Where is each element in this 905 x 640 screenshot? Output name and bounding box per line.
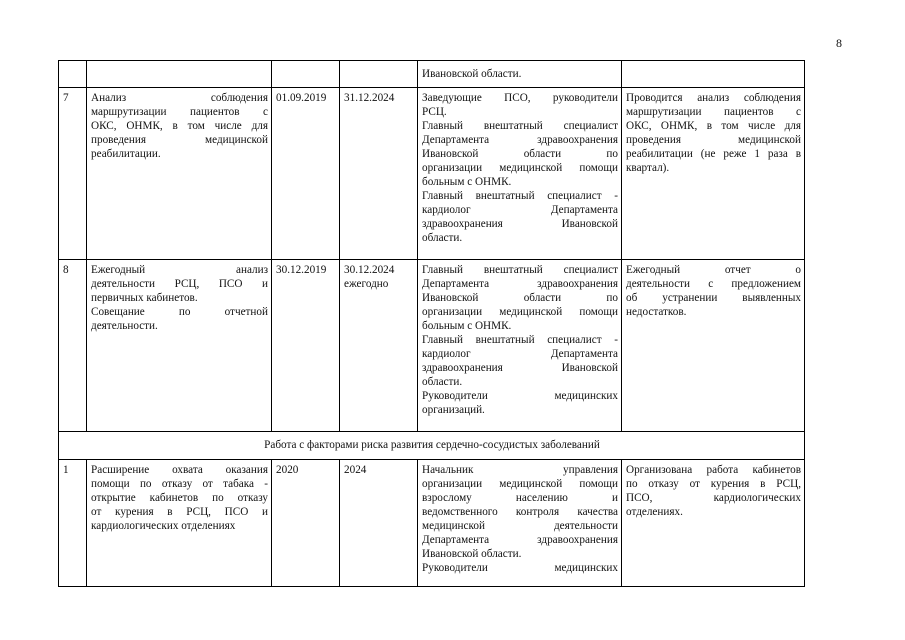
end-note: ежегодно xyxy=(344,278,389,290)
result-line: ОКС, ОНМК, в том числе для xyxy=(626,120,801,132)
cell-num xyxy=(59,260,87,432)
result-line: Проводится анализ соблюдения xyxy=(626,92,801,104)
page-number: 8 xyxy=(836,36,842,50)
result-line: маршрутизации пациентов с xyxy=(626,106,801,118)
responsible-line: кардиолог Департамента xyxy=(422,348,618,360)
start-date: 30.12.2019 xyxy=(276,264,327,276)
action-line: маршрутизации пациентов с xyxy=(91,106,268,118)
result-line: Организована работа кабинетов xyxy=(626,464,801,476)
section-row xyxy=(59,432,805,460)
cell-action xyxy=(87,61,272,88)
cell-responsible xyxy=(418,88,622,260)
result-line: недостатков. xyxy=(626,306,687,318)
responsible-line: организации медицинской помощи xyxy=(422,478,618,490)
section-title: Работа с факторами риска развития сердечно-сосудистых заболеваний xyxy=(264,439,600,451)
table-row xyxy=(59,260,805,432)
responsible-line: кардиолог Департамента xyxy=(422,204,618,216)
cell-action xyxy=(87,88,272,260)
cell-responsible xyxy=(418,61,622,88)
cell-action xyxy=(87,460,272,587)
end-date: 2024 xyxy=(344,464,367,476)
action-line: проведения медицинской xyxy=(91,134,268,146)
cell-end xyxy=(340,260,418,432)
cell-start xyxy=(272,88,340,260)
cell-action xyxy=(87,260,272,432)
action-line: кардиологических отделениях xyxy=(91,520,236,532)
cell-end xyxy=(340,61,418,88)
responsible-line: Ивановской области по xyxy=(422,148,618,160)
responsible-line: Главный внештатный специалист - xyxy=(422,190,618,202)
responsible-text: Ивановской области. xyxy=(422,68,522,80)
responsible-line: Департамента здравоохранения xyxy=(422,134,618,146)
action-line: от курения в РСЦ, ПСО и xyxy=(91,506,268,518)
cell-result xyxy=(622,61,805,88)
responsible-line: Главный внештатный специалист - xyxy=(422,334,618,346)
responsible-line: РСЦ. xyxy=(422,106,447,118)
responsible-line: Департамента здравоохранения xyxy=(422,534,618,546)
cell-start xyxy=(272,460,340,587)
responsible-line: здравоохранения Ивановской xyxy=(422,218,618,230)
result-line: деятельности с предложением xyxy=(626,278,801,290)
cell-end xyxy=(340,88,418,260)
end-date: 30.12.2024 xyxy=(344,264,395,276)
responsible-line: области. xyxy=(422,376,463,388)
action-line: помощи по отказу от табака - xyxy=(91,478,268,490)
cell-num xyxy=(59,61,87,88)
action-line: Анализ соблюдения xyxy=(91,92,268,104)
cell-result xyxy=(622,460,805,587)
cell-responsible xyxy=(418,460,622,587)
action-line: деятельности. xyxy=(91,320,158,332)
cell-start xyxy=(272,260,340,432)
action-line: реабилитации. xyxy=(91,148,161,160)
start-date: 01.09.2019 xyxy=(276,92,327,104)
row-number: 1 xyxy=(63,464,69,476)
result-line: проведения медицинской xyxy=(626,134,801,146)
action-line: первичных кабинетов. xyxy=(91,292,198,304)
result-line: квартал). xyxy=(626,162,670,174)
action-line: деятельности РСЦ, ПСО и xyxy=(91,278,268,290)
row-number: 7 xyxy=(63,92,69,104)
responsible-line: Заведующие ПСО, руководители xyxy=(422,92,618,104)
responsible-line: Руководители медицинских xyxy=(422,390,618,402)
result-line: реабилитации (не реже 1 раза в xyxy=(626,148,801,160)
responsible-line: взрослому населению и xyxy=(422,492,618,504)
cell-start xyxy=(272,61,340,88)
measures-table xyxy=(58,60,805,587)
end-date: 31.12.2024 xyxy=(344,92,395,104)
table-row xyxy=(59,460,805,587)
result-line: об устранении выявленных xyxy=(626,292,801,304)
responsible-line: Ивановской области по xyxy=(422,292,618,304)
responsible-line: Ивановской области. xyxy=(422,548,522,560)
action-line: Совещание по отчетной xyxy=(91,306,268,318)
responsible-line: больным с ОНМК. xyxy=(422,320,512,332)
action-line: Ежегодный анализ xyxy=(91,264,268,276)
responsible-line: Руководители медицинских xyxy=(422,562,618,574)
responsible-line: организации медицинской помощи xyxy=(422,162,618,174)
action-line: ОКС, ОНМК, в том числе для xyxy=(91,120,268,132)
cell-num xyxy=(59,460,87,587)
responsible-line: Начальник управления xyxy=(422,464,618,476)
responsible-line: больным с ОНМК. xyxy=(422,176,512,188)
responsible-line: области. xyxy=(422,232,463,244)
responsible-line: Департамента здравоохранения xyxy=(422,278,618,290)
responsible-line: Главный внештатный специалист xyxy=(422,264,618,276)
table-row xyxy=(59,88,805,260)
result-line: по отказу от курения в РСЦ, xyxy=(626,478,801,490)
action-line: Расширение охвата оказания xyxy=(91,464,268,476)
responsible-line: организации медицинской помощи xyxy=(422,306,618,318)
table-row xyxy=(59,61,805,88)
section-header-cell xyxy=(59,432,805,460)
row-number: 8 xyxy=(63,264,69,276)
cell-result xyxy=(622,260,805,432)
cell-result xyxy=(622,88,805,260)
start-date: 2020 xyxy=(276,464,299,476)
responsible-line: ведомственного контроля качества xyxy=(422,506,618,518)
cell-num xyxy=(59,88,87,260)
cell-end xyxy=(340,460,418,587)
result-line: Ежегодный отчет о xyxy=(626,264,801,276)
result-line: отделениях. xyxy=(626,506,683,518)
responsible-line: Главный внештатный специалист xyxy=(422,120,618,132)
responsible-line: здравоохранения Ивановской xyxy=(422,362,618,374)
responsible-line: медицинской деятельности xyxy=(422,520,618,532)
responsible-line: организаций. xyxy=(422,404,485,416)
result-line: ПСО, кардиологических xyxy=(626,492,801,504)
action-line: открытие кабинетов по отказу xyxy=(91,492,268,504)
cell-responsible xyxy=(418,260,622,432)
